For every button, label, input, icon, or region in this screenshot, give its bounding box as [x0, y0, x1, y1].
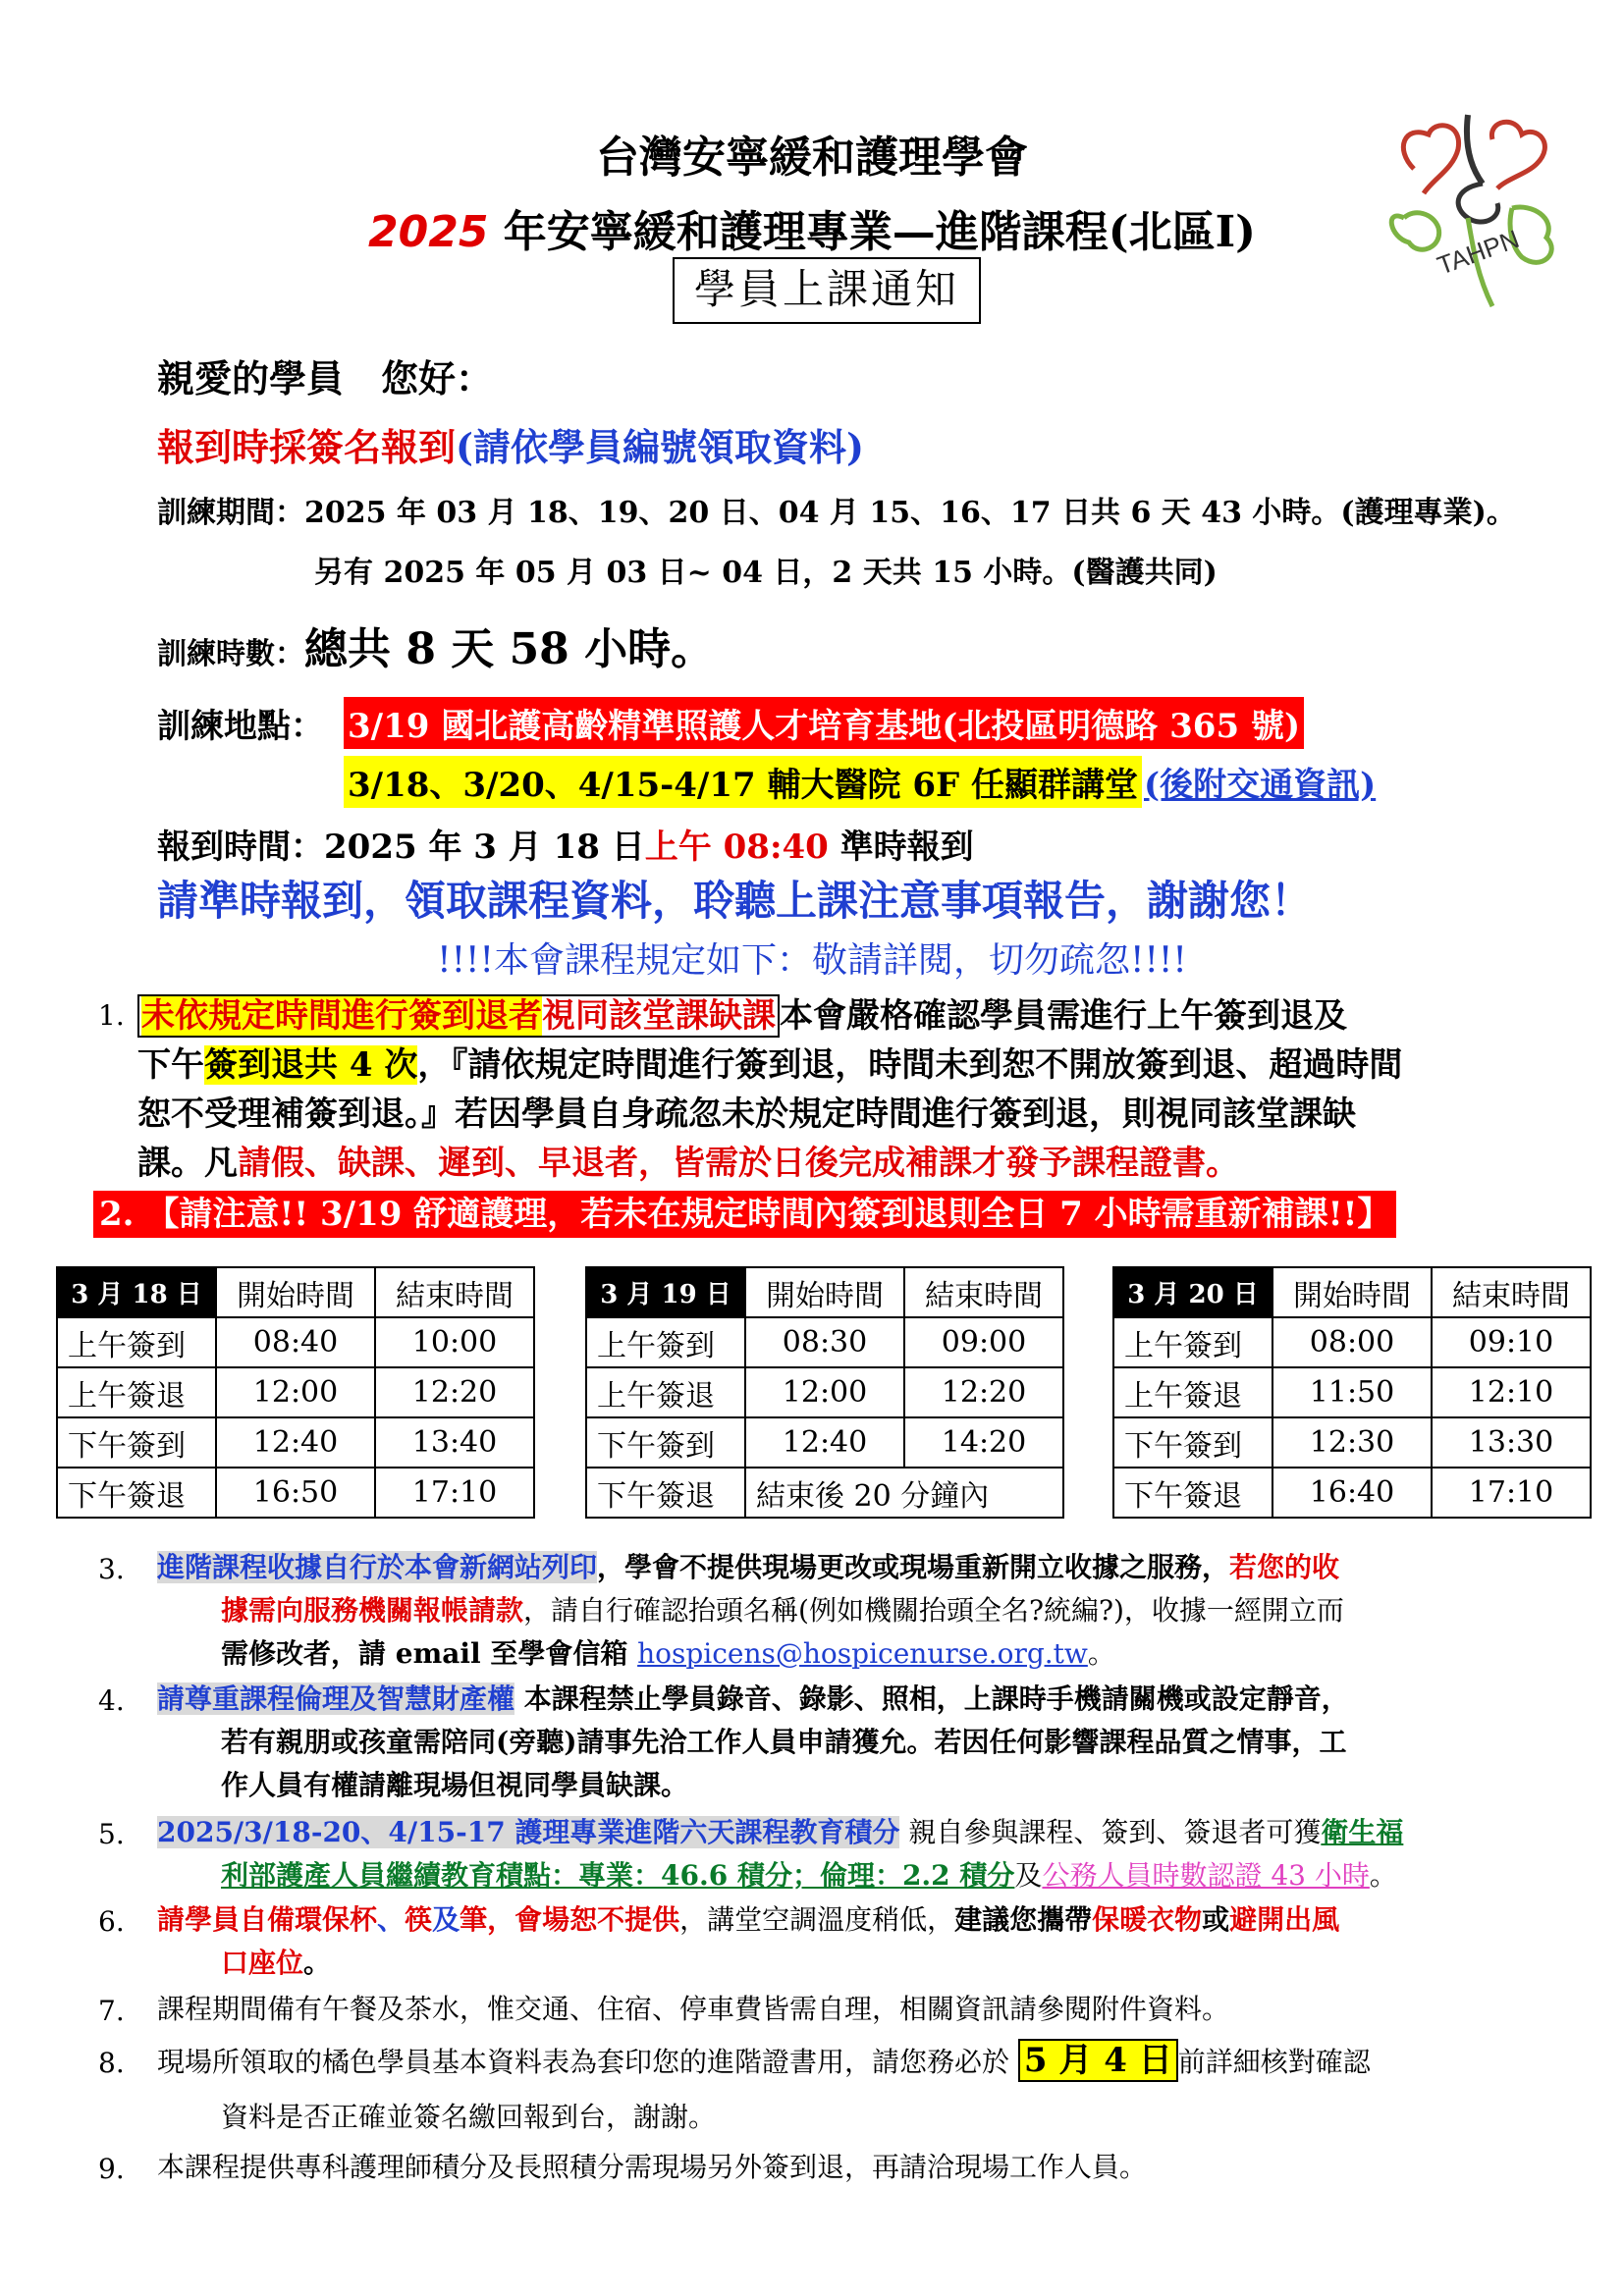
- rule1-box-text: 視同該堂課缺課: [542, 996, 776, 1036]
- rule7-number: 7.: [98, 1995, 125, 2027]
- location-line1: 3/19 國北護高齡精準照護人才培育基地(北投區明德路 365 號): [344, 697, 1304, 749]
- rule2-banner: [93, 1191, 1396, 1238]
- rule3-text3: 需修改者，請 email 至學會信箱: [221, 1637, 638, 1670]
- schedule-table-0320: [1112, 1266, 1592, 1519]
- course-title-text: 年安寧緩和護理專業—進階課程(北區Ⅰ): [488, 207, 1256, 257]
- rule6-text1: ，講堂空調溫度稍低，: [679, 1903, 955, 1936]
- end-time: 12:20: [375, 1367, 534, 1417]
- rule9-number: 9.: [98, 2153, 125, 2185]
- rule4-text1: 本課程禁止學員錄音、錄影、照相，上課時手機請關機或設定靜音，: [514, 1682, 1349, 1715]
- col-end: 結束時間: [904, 1267, 1063, 1317]
- rule1-number: 1.: [98, 999, 125, 1032]
- rule6-red7: ，會場恕不提供: [487, 1903, 680, 1936]
- rule6-red4: 筷: [405, 1903, 433, 1936]
- rule8-number: 8.: [98, 2047, 125, 2079]
- report-time: [157, 820, 974, 868]
- start-time: 12:40: [216, 1417, 375, 1468]
- training-period: [157, 488, 1516, 531]
- training-period-label: 訓練期間：: [157, 496, 304, 530]
- punctual-note: 請準時報到，領取課程資料，聆聽上課注意事項報告，謝謝您！: [157, 877, 1313, 925]
- table-row: [57, 1317, 534, 1367]
- rule6-red9: 避開出風: [1229, 1903, 1340, 1936]
- col-start: 開始時間: [745, 1267, 904, 1317]
- training-period-line2: 另有 2025 年 05 月 03 日~ 04 日，2 天共 15 小時。(醫護共同): [314, 556, 1218, 590]
- rule3-end: 。: [1087, 1637, 1115, 1670]
- rule1-box: [137, 994, 780, 1038]
- rule3-text2: ，請自行確認抬頭名稱(例如機關抬頭全名?統編?)，收據一經開立而: [523, 1594, 1344, 1627]
- end-time: 12:20: [904, 1367, 1063, 1417]
- rule8-text2: 前詳細核對確認: [1177, 2046, 1371, 2078]
- start-time: 16:40: [1272, 1468, 1432, 1518]
- checkin-method: 報到時採簽名報到: [157, 425, 457, 469]
- rule1-line3: 恕不受理補簽到退。』若因學員自身疏忽未於規定時間進行簽到退，則視同該堂課缺: [137, 1095, 1356, 1134]
- tahpn-logo: [1375, 110, 1571, 316]
- row-label: 下午簽到: [586, 1417, 745, 1468]
- table-row: [57, 1367, 534, 1417]
- start-time: 08:40: [216, 1317, 375, 1367]
- rule3-line1: [157, 1546, 1339, 1589]
- table-row: [586, 1417, 1063, 1468]
- schedule-date: 3 月 19 日: [586, 1267, 745, 1317]
- rule1-text4a: 課。凡: [137, 1144, 238, 1183]
- start-time: 12:00: [216, 1367, 375, 1417]
- rule1-line2: [137, 1041, 1402, 1090]
- rule6-red8: 保暖衣物: [1092, 1903, 1203, 1936]
- training-hours-value: 總共 8 天 58 小時: [304, 624, 672, 674]
- rule6-number: 6.: [98, 1905, 125, 1938]
- report-time-end: 準時報到: [828, 828, 974, 867]
- rule1-box-red: 未依規定時間進行簽到退者: [141, 996, 542, 1036]
- row-label: 上午簽到: [1113, 1317, 1272, 1367]
- table-row: [586, 1367, 1063, 1417]
- start-time: 12:00: [745, 1367, 904, 1417]
- rule5-text1: 親自參與課程、簽到、簽退者可獲: [899, 1816, 1322, 1848]
- notice-title: 學員上課通知: [673, 257, 981, 324]
- training-hours-end: 。: [671, 624, 715, 674]
- end-time: 09:10: [1432, 1317, 1591, 1367]
- rule9-text: 本課程提供專科護理師積分及長照積分需現場另外簽到退，再請洽現場工作人員。: [157, 2151, 1148, 2183]
- end-time: 17:10: [375, 1468, 534, 1518]
- start-time: 08:30: [745, 1317, 904, 1367]
- row-label: 下午簽到: [1113, 1417, 1272, 1468]
- rule5-end: 。: [1369, 1859, 1397, 1892]
- schedule-table-0318: [56, 1266, 535, 1519]
- table-row: [1113, 1317, 1591, 1367]
- rule5-green1: 衛生福: [1321, 1816, 1404, 1848]
- col-start: 開始時間: [1272, 1267, 1432, 1317]
- row-label: 上午簽到: [57, 1317, 216, 1367]
- rule6-sep: 、: [377, 1903, 406, 1936]
- row-label: 上午簽退: [586, 1367, 745, 1417]
- start-time: 08:00: [1272, 1317, 1432, 1367]
- rule3-number: 3.: [98, 1553, 125, 1585]
- rule6-red2: 環保杯: [295, 1903, 378, 1936]
- rule1-text4-red: 請假、缺課、遲到、早退者，皆需於日後完成補課才發予課程證書: [238, 1144, 1206, 1183]
- row-label: 上午簽退: [1113, 1367, 1272, 1417]
- rule5-green2: 利部護產人員繼續教育積點：專業：46.6 積分；倫理：2.2 積分: [221, 1859, 1015, 1892]
- report-time-label: 報到時間：: [157, 828, 324, 867]
- col-end: 結束時間: [1432, 1267, 1591, 1317]
- location-label: 訓練地點：: [157, 707, 324, 746]
- rule4-line3: 作人員有權請離現場但視同學員缺課。: [221, 1769, 689, 1801]
- table-row: [57, 1468, 534, 1518]
- email-link[interactable]: hospicens@hospicenurse.org.tw: [637, 1637, 1088, 1670]
- logo-text: TAHPN: [1433, 223, 1524, 281]
- row-label: 下午簽到: [57, 1417, 216, 1468]
- rule1-line4: [137, 1139, 1239, 1188]
- rule3-line3: [221, 1632, 1115, 1676]
- rule5-line1: [157, 1811, 1403, 1854]
- start-time: 11:50: [1272, 1367, 1432, 1417]
- rule4-line2: 若有親朋或孩童需陪同(旁聽)請事先洽工作人員申請獲允。若因任何影響課程品質之情事，工: [221, 1726, 1347, 1758]
- transport-info-link[interactable]: (後附交通資訊): [1144, 766, 1377, 805]
- table-row: [1113, 1468, 1591, 1518]
- rule5-highlight: 2025/3/18-20、4/15-17 護理專業進階六天課程教育積分: [157, 1816, 900, 1848]
- rule4-number: 4.: [98, 1684, 125, 1717]
- end-time: 13:30: [1432, 1417, 1591, 1468]
- row-label: 上午簽退: [57, 1367, 216, 1417]
- rule3-line2: [221, 1589, 1344, 1632]
- rule6-line2: [221, 1942, 331, 1985]
- rule5-and: 及: [1014, 1859, 1043, 1892]
- greeting: 親愛的學員 您好：: [157, 356, 494, 400]
- rule4-line1: [157, 1678, 1349, 1721]
- rule6-and: 及: [432, 1903, 460, 1936]
- rule3-text1: ，學會不提供現場更改或現場重新開立收據之服務，: [597, 1551, 1230, 1583]
- col-end: 結束時間: [375, 1267, 534, 1317]
- table-row: [586, 1317, 1063, 1367]
- training-hours-label: 訓練時數：: [157, 637, 304, 671]
- row-label: 下午簽退: [586, 1468, 745, 1518]
- rule8-deadline: 5 月 4 日: [1018, 2039, 1178, 2082]
- rule7-text: 課程期間備有午餐及茶水，惟交通、住宿、停車費皆需自理，相關資訊請參閱附件資料。: [157, 1993, 1230, 2025]
- end-time: 13:40: [375, 1417, 534, 1468]
- table-row: [1113, 1417, 1591, 1468]
- location-line2: 3/18、3/20、4/15-4/17 輔大醫院 6F 任顯群講堂: [344, 756, 1142, 808]
- rule5-number: 5.: [98, 1818, 125, 1850]
- rule1-highlight: 簽到退共 4 次: [204, 1045, 418, 1085]
- table-row: [1113, 1367, 1591, 1417]
- table-row: [586, 1468, 1063, 1518]
- rule3-red2: 據需向服務機關報帳請款: [221, 1594, 524, 1627]
- checkin-note: [157, 417, 864, 471]
- rule1-text2b: ，『請依規定時間進行簽到退，時間未到恕不開放簽到退、超過時間: [417, 1045, 1403, 1085]
- rule1-line1: [137, 991, 1347, 1041]
- rule6-red6: 筆: [460, 1903, 488, 1936]
- rule6-line1: [157, 1898, 1339, 1942]
- row-label: 上午簽到: [586, 1317, 745, 1367]
- report-date: 2025 年 3 月 18 日: [324, 828, 645, 867]
- end-time: 17:10: [1432, 1468, 1591, 1518]
- rules-heading: !!!!本會課程規定如下：敬請詳閱，切勿疏忽!!!!: [437, 940, 1187, 981]
- end-time: 12:10: [1432, 1367, 1591, 1417]
- end-time: 14:20: [904, 1417, 1063, 1468]
- rule5-line2: [221, 1854, 1397, 1897]
- rule6-end: 。: [303, 1947, 332, 1979]
- end-time: 09:00: [904, 1317, 1063, 1367]
- row-label: 下午簽退: [1113, 1468, 1272, 1518]
- col-start: 開始時間: [216, 1267, 375, 1317]
- rule6-bold1: 建議您攜帶: [954, 1903, 1093, 1936]
- training-hours: [157, 614, 714, 676]
- start-time: 16:50: [216, 1468, 375, 1518]
- rule2-text: 【請注意!! 3/19 舒適護理，若未在規定時間內簽到退則全日 7 小時需重新補課!!】: [145, 1195, 1391, 1234]
- course-year: 2025: [367, 207, 489, 257]
- checkin-instruction: (請依學員編號領取資料): [456, 425, 864, 469]
- rule8-line1: [157, 2038, 1371, 2085]
- schedule-table-0319: [585, 1266, 1064, 1519]
- rule8-line2: 資料是否正確並簽名繳回報到台，謝謝。: [221, 2101, 717, 2133]
- end-time: 10:00: [375, 1317, 534, 1367]
- rule6-bold2: 或: [1202, 1903, 1230, 1936]
- table-row: [57, 1417, 534, 1468]
- merged-time: 結束後 20 分鐘內: [745, 1468, 1063, 1518]
- rule8-text1: 現場所領取的橘色學員基本資料表為套印您的進階證書用，請您務必於: [157, 2046, 1018, 2078]
- rule3-highlight: 進階課程收據自行於本會新網站列印: [157, 1551, 598, 1583]
- start-time: 12:30: [1272, 1417, 1432, 1468]
- start-time: 12:40: [745, 1417, 904, 1468]
- rule1-text2a: 下午: [137, 1045, 204, 1085]
- schedule-date: 3 月 20 日: [1113, 1267, 1272, 1317]
- rule1-text1: 本會嚴格確認學員需進行上午簽到退及: [780, 996, 1347, 1036]
- rule6-red10: 口座位: [221, 1947, 304, 1979]
- training-period-line1: 2025 年 03 月 18、19、20 日、04 月 15、16、17 日共 6 天 43 小時。(護理專業)。: [304, 496, 1516, 530]
- organization-name: 台灣安寧緩和護理學會: [596, 133, 1028, 183]
- rule2-number: 2.: [99, 1195, 135, 1234]
- report-time-value: 上午 08:40: [644, 828, 829, 867]
- schedule-date: 3 月 18 日: [57, 1267, 216, 1317]
- rule4-highlight: 請尊重課程倫理及智慧財產權: [157, 1682, 515, 1715]
- rule1-text4-end: 。: [1206, 1144, 1239, 1183]
- rule6-red1: 請學員自備: [157, 1903, 296, 1936]
- rule3-red1: 若您的收: [1229, 1551, 1340, 1583]
- rule5-pink: 公務人員時數認證 43 小時: [1042, 1859, 1370, 1892]
- row-label: 下午簽退: [57, 1468, 216, 1518]
